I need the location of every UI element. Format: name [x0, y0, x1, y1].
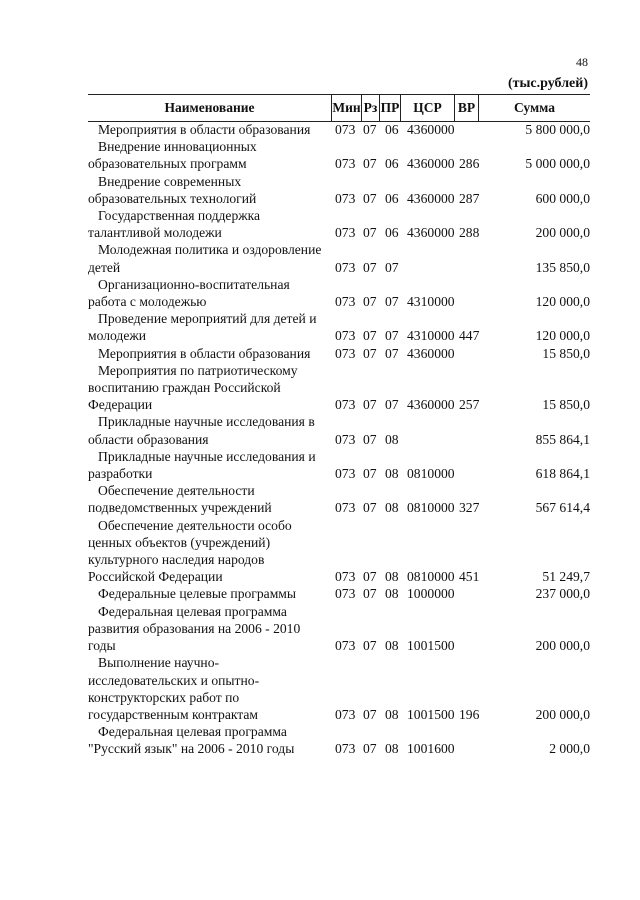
row-rz: 07	[363, 500, 377, 516]
row-sum: 855 864,1	[535, 431, 590, 447]
header-vr: ВР	[457, 100, 476, 115]
row-csr: 0810000	[407, 500, 455, 516]
row-min: 073	[335, 500, 356, 516]
header-rz: Рз	[363, 100, 378, 115]
row-min: 073	[335, 190, 356, 206]
row-sum: 120 000,0	[535, 294, 590, 310]
table-row	[88, 173, 590, 207]
row-name: Проведение мероприятий для детей и молодежи	[88, 311, 317, 344]
row-name: Федеральная целевая программа "Русский язык" на 2006 - 2010 годы	[88, 724, 295, 757]
row-min: 073	[335, 225, 356, 241]
row-min: 073	[335, 156, 356, 172]
page-number: 48	[576, 55, 588, 69]
row-name: Организационно-воспитательная работа с молодежью	[88, 276, 290, 310]
row-rz: 07	[363, 586, 377, 602]
row-csr: 4310000	[407, 328, 455, 344]
table-row	[88, 448, 590, 482]
row-csr: 4310000	[407, 294, 455, 310]
row-name: Федеральная целевая программа развития образования на 2006 - 2010 годы	[88, 603, 301, 654]
row-csr: 1001600	[407, 741, 455, 757]
row-rz: 07	[363, 431, 377, 447]
table-row	[88, 723, 590, 757]
row-pr: 07	[385, 294, 399, 310]
row-min: 073	[335, 431, 356, 447]
header-pr: ПР	[380, 100, 400, 115]
row-csr: 1001500	[407, 706, 455, 722]
row-name: Обеспечение деятельности подведомственных учреждений	[88, 483, 272, 516]
row-min: 073	[335, 638, 356, 654]
row-pr: 06	[385, 156, 399, 172]
row-rz: 07	[363, 638, 377, 654]
row-name: Прикладные научные исследования и разработки	[88, 448, 316, 482]
row-sum: 5 800 000,0	[525, 122, 590, 137]
table-row	[88, 310, 590, 344]
row-sum: 200 000,0	[535, 706, 590, 722]
row-pr: 06	[385, 122, 399, 137]
row-sum: 600 000,0	[535, 190, 590, 206]
row-rz: 07	[363, 569, 377, 585]
row-min: 073	[335, 586, 356, 602]
row-min: 073	[335, 466, 356, 482]
row-name: Молодежная политика и оздоровление детей	[88, 242, 322, 275]
row-min: 073	[335, 706, 356, 722]
row-pr: 07	[385, 345, 399, 361]
table-row	[88, 241, 590, 275]
row-pr: 08	[385, 706, 399, 722]
row-pr: 08	[385, 431, 399, 447]
row-vr: 451	[459, 569, 480, 585]
row-sum: 51 249,7	[542, 569, 590, 585]
table-row	[88, 345, 590, 362]
row-sum: 5 000 000,0	[525, 156, 590, 172]
row-min: 073	[335, 397, 356, 413]
row-sum: 15 850,0	[542, 345, 590, 361]
row-pr: 08	[385, 741, 399, 757]
header-name: Наименование	[164, 100, 255, 115]
row-csr: 4360000	[407, 397, 455, 413]
table-row	[88, 138, 590, 172]
row-sum: 15 850,0	[542, 397, 590, 413]
row-pr: 06	[385, 190, 399, 206]
row-name: Выполнение научно-исследовательских и опытно-конструкторских работ по государственным контрактам	[88, 655, 260, 722]
header-sum: Сумма	[513, 100, 556, 115]
row-min: 073	[335, 345, 356, 361]
row-rz: 07	[363, 190, 377, 206]
row-pr: 08	[385, 500, 399, 516]
row-vr: 196	[459, 706, 480, 722]
row-min: 073	[335, 569, 356, 585]
row-rz: 07	[363, 466, 377, 482]
table-row	[88, 276, 590, 310]
row-min: 073	[335, 259, 356, 275]
row-pr: 07	[385, 397, 399, 413]
row-pr: 08	[385, 586, 399, 602]
row-pr: 07	[385, 328, 399, 344]
row-csr: 0810000	[407, 569, 455, 585]
row-rz: 07	[363, 706, 377, 722]
row-csr: 4360000	[407, 345, 455, 361]
row-csr: 4360000	[407, 190, 455, 206]
row-csr: 1001500	[407, 638, 455, 654]
row-rz: 07	[363, 741, 377, 757]
row-rz: 07	[363, 328, 377, 344]
row-min: 073	[335, 328, 356, 344]
row-name: Внедрение инновационных образовательных программ	[88, 139, 257, 172]
table-row	[88, 603, 590, 655]
table-row	[88, 121, 590, 138]
row-csr: 1000000	[407, 586, 455, 602]
row-sum: 200 000,0	[535, 225, 590, 241]
row-csr: 4360000	[407, 156, 455, 172]
row-rz: 07	[363, 345, 377, 361]
table-body	[88, 121, 590, 758]
table-header	[88, 94, 590, 122]
row-sum: 618 864,1	[535, 466, 590, 482]
row-pr: 07	[385, 259, 399, 275]
units-label: (тыс.рублей)	[507, 76, 588, 91]
row-sum: 135 850,0	[535, 259, 590, 275]
row-pr: 08	[385, 638, 399, 654]
row-pr: 06	[385, 225, 399, 241]
header-csr: ЦСР	[413, 100, 442, 115]
table-row	[88, 207, 590, 241]
row-csr: 0810000	[407, 466, 455, 482]
row-csr: 4360000	[407, 225, 455, 241]
row-sum: 2 000,0	[549, 741, 590, 757]
row-pr: 08	[385, 466, 399, 482]
row-pr: 08	[385, 569, 399, 585]
row-sum: 237 000,0	[535, 586, 590, 602]
row-name: Федеральные целевые программы	[98, 586, 297, 602]
row-rz: 07	[363, 225, 377, 241]
row-name: Мероприятия в области образования	[98, 122, 311, 137]
row-vr: 288	[459, 225, 480, 241]
row-sum: 200 000,0	[535, 638, 590, 654]
table-row	[88, 362, 590, 414]
row-min: 073	[335, 122, 356, 137]
table-row	[88, 413, 590, 447]
row-rz: 07	[363, 397, 377, 413]
table-row	[88, 654, 590, 723]
row-rz: 07	[363, 122, 377, 137]
row-min: 073	[335, 294, 356, 310]
row-sum: 567 614,4	[535, 500, 590, 516]
row-rz: 07	[363, 294, 377, 310]
table-row	[88, 585, 590, 602]
row-name: Государственная поддержка талантливой молодежи	[88, 208, 261, 241]
header-min: Мин	[332, 100, 361, 115]
row-name: Внедрение современных образовательных технологий	[88, 173, 257, 206]
row-csr: 4360000	[407, 122, 455, 137]
table-row	[88, 517, 590, 586]
row-sum: 120 000,0	[535, 328, 590, 344]
row-min: 073	[335, 741, 356, 757]
row-rz: 07	[363, 259, 377, 275]
row-vr: 287	[459, 190, 480, 206]
row-vr: 447	[459, 328, 480, 344]
row-name: Прикладные научные исследования в области образования	[88, 414, 315, 447]
row-vr: 257	[459, 397, 480, 413]
row-vr: 327	[459, 500, 480, 516]
row-name: Мероприятия по патриотическому воспитанию граждан Российской Федерации	[88, 362, 298, 413]
row-name: Обеспечение деятельности особо ценных объектов (учреждений) культурного наследия народов Российской Федерации	[88, 517, 292, 585]
row-name: Мероприятия в области образования	[98, 345, 311, 361]
table-row	[88, 482, 590, 516]
row-vr: 286	[459, 156, 480, 172]
row-rz: 07	[363, 156, 377, 172]
